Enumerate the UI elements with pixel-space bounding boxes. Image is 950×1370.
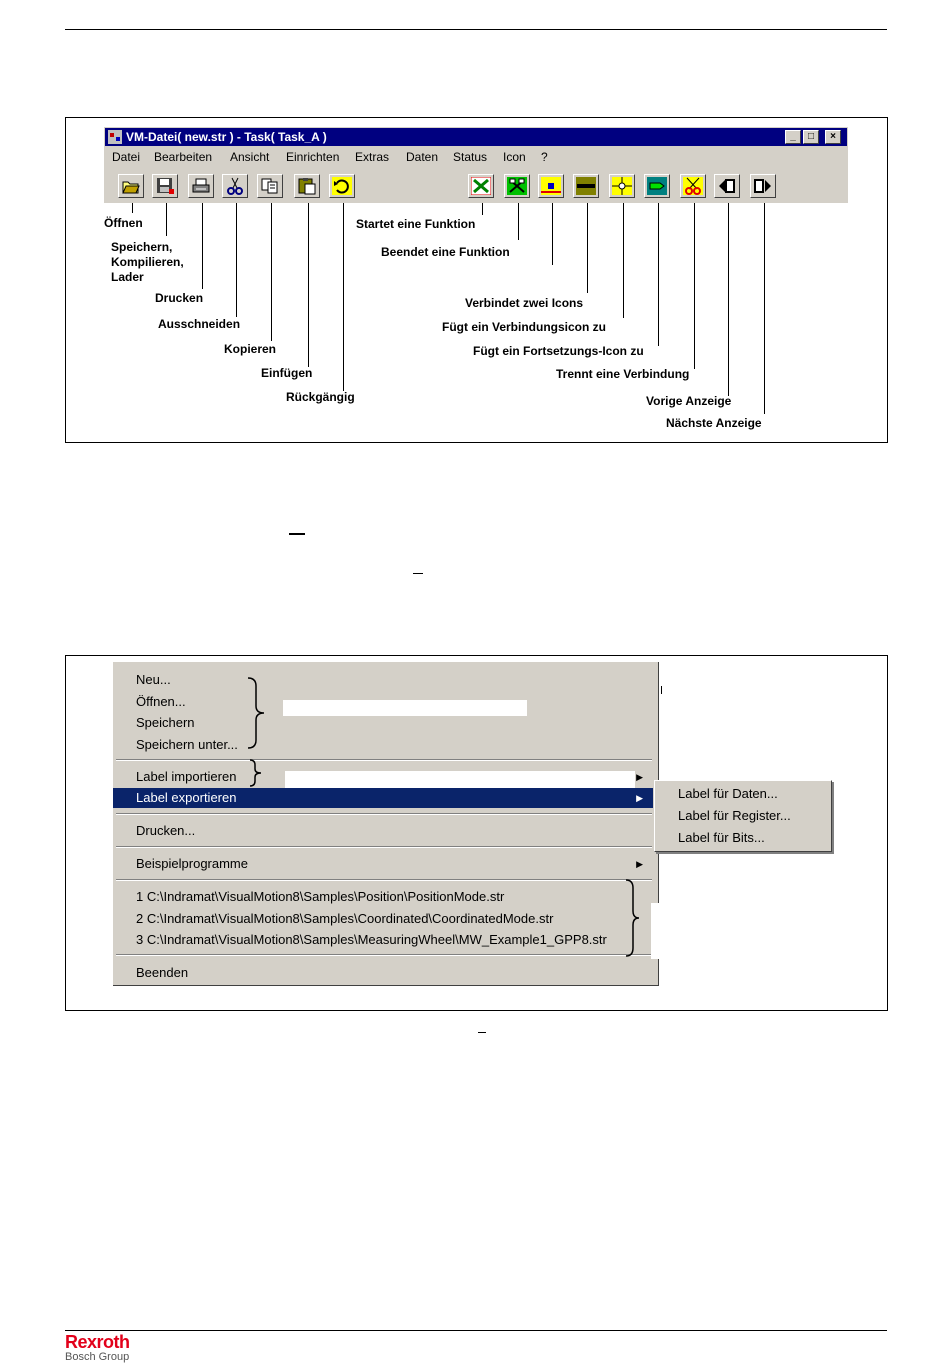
callout-line-save [166, 203, 167, 236]
callout-line-prev [728, 203, 729, 396]
menu-item-label: Beispielprogramme [136, 856, 248, 871]
menu-item-speichern-unter[interactable] [113, 735, 653, 755]
callout-line-start [482, 203, 483, 215]
save-disk-icon[interactable] [152, 174, 178, 198]
menu-help[interactable]: ? [541, 150, 548, 164]
callout-line-conn-icon [623, 203, 624, 318]
label-save-line2: Kompilieren, [111, 255, 184, 269]
callout-line-connect [587, 203, 588, 293]
annotation-box [283, 700, 527, 716]
connection-icon[interactable] [609, 174, 635, 198]
export-submenu [654, 780, 832, 852]
label-connect: Verbindet zwei Icons [465, 296, 584, 310]
brace-recent-group [624, 878, 642, 958]
label-cut: Ausschneiden [158, 317, 241, 331]
label-conn-icon: Fügt ein Verbindungsicon zu [442, 320, 606, 334]
submenu-arrow-icon: ▶ [636, 859, 643, 869]
previous-view-icon[interactable] [714, 174, 740, 198]
label-print: Drucken [155, 291, 204, 305]
menu-bearbeiten[interactable]: Bearbeiten [154, 150, 213, 164]
minimize-button[interactable]: _ [785, 130, 801, 144]
text-dash [478, 1032, 486, 1033]
menu-item-beenden[interactable] [113, 963, 653, 983]
next-view-icon[interactable] [750, 174, 776, 198]
undo-icon[interactable] [329, 174, 355, 198]
menu-item-speichern[interactable] [113, 713, 653, 733]
menu-item-drucken[interactable] [113, 821, 653, 841]
annotation-box [651, 903, 663, 959]
menu-separator [116, 759, 652, 761]
label-save-line1: Speichern, [111, 240, 173, 254]
submenu-item-bits[interactable]: Label für Bits... [678, 830, 765, 845]
callout-line-print [202, 203, 203, 289]
submenu-item-register[interactable]: Label für Register... [678, 808, 791, 823]
start-function-icon[interactable] [468, 174, 494, 198]
menu-item-label: Öffnen... [136, 694, 186, 709]
menu-item-label: Label exportieren [136, 790, 237, 805]
cut-scissors-icon[interactable] [222, 174, 248, 198]
label-disconnect: Trennt eine Verbindung [556, 367, 690, 381]
callout-line-open [132, 203, 133, 213]
callout-line-disconnect [694, 203, 695, 369]
menu-item-label: Drucken... [136, 823, 196, 838]
label-next: Nächste Anzeige [666, 416, 762, 430]
label-copy: Kopieren [224, 342, 277, 356]
label-end: Beendet eine Funktion [381, 245, 510, 259]
menu-item-neu[interactable] [113, 670, 653, 690]
menu-item-label-exportieren[interactable] [113, 788, 653, 808]
function-block-icon[interactable] [538, 174, 564, 198]
menu-item-label: 2 C:\Indramat\VisualMotion8\Samples\Coordinated\CoordinatedMode.str [136, 911, 554, 926]
label-paste: Einfügen [261, 366, 313, 380]
menu-item-label: 1 C:\Indramat\VisualMotion8\Samples\Position\PositionMode.str [136, 889, 505, 904]
end-function-icon[interactable] [504, 174, 530, 198]
copy-icon[interactable] [257, 174, 283, 198]
label-cont-icon: Fügt ein Fortsetzungs-Icon zu [473, 344, 644, 358]
callout-line-paste [308, 203, 309, 367]
callout-line-undo [343, 203, 344, 391]
callout-line-cut [236, 203, 237, 317]
menu-item-beispielprogramme[interactable] [113, 854, 653, 874]
label-open: Öffnen [104, 216, 143, 230]
file-menu-figure [65, 655, 888, 1011]
menu-item-recent-1[interactable] [113, 887, 653, 907]
application-window [104, 127, 848, 203]
callout-line-next [764, 203, 765, 414]
callout-line-cont-icon [658, 203, 659, 346]
header-rule [65, 29, 887, 30]
menu-datei[interactable]: Datei [112, 150, 141, 164]
rexroth-logo: Rexroth [65, 1332, 130, 1352]
menu-separator [116, 879, 652, 881]
label-prev: Vorige Anzeige [646, 394, 732, 408]
menu-item-label: Label importieren [136, 769, 237, 784]
menu-daten[interactable]: Daten [406, 150, 439, 164]
menu-icon[interactable]: Icon [503, 150, 526, 164]
menu-ansicht[interactable]: Ansicht [230, 150, 270, 164]
menu-separator [116, 813, 652, 815]
callout-line-end [518, 203, 519, 240]
menu-item-label: Speichern unter... [136, 737, 238, 752]
connect-icons-icon[interactable] [573, 174, 599, 198]
label-undo: Rückgängig [286, 390, 355, 404]
menu-separator [116, 954, 652, 956]
menu-separator [116, 846, 652, 848]
annotation-box [285, 771, 635, 788]
menu-item-recent-2[interactable] [113, 909, 653, 929]
label-save-line3: Lader [111, 270, 144, 284]
print-icon[interactable] [188, 174, 214, 198]
menu-einrichten[interactable]: Einrichten [286, 150, 340, 164]
menu-item-label: Beenden [136, 965, 189, 980]
continuation-icon[interactable] [644, 174, 670, 198]
menu-bar [104, 148, 848, 166]
menu-item-recent-3[interactable] [113, 930, 653, 950]
disconnect-icon[interactable] [680, 174, 706, 198]
menu-extras[interactable]: Extras [355, 150, 390, 164]
paste-icon[interactable] [294, 174, 320, 198]
text-dash [289, 533, 305, 535]
callout-line-copy [271, 203, 272, 341]
submenu-arrow-icon: ▶ [636, 772, 643, 782]
brace-label-group [248, 758, 264, 788]
label-start: Startet eine Funktion [356, 217, 476, 231]
bosch-group-label: Bosch Group [65, 1351, 130, 1363]
open-folder-icon[interactable] [118, 174, 144, 198]
toolbar-figure [65, 117, 888, 443]
callout-line-block [552, 203, 553, 265]
menu-item-label: 3 C:\Indramat\VisualMotion8\Samples\MeasuringWheel\MW_Example1_GPP8.str [136, 932, 607, 947]
title-bar [105, 128, 847, 146]
close-button[interactable]: × [825, 130, 841, 144]
submenu-item-daten[interactable]: Label für Daten... [678, 786, 778, 801]
text-dash [413, 573, 423, 574]
menu-item-label: Speichern [136, 715, 195, 730]
maximize-button[interactable]: □ [803, 130, 819, 144]
toolbar [104, 170, 848, 200]
footer-rule [65, 1330, 887, 1331]
submenu-arrow-icon: ▶ [636, 793, 643, 803]
app-icon [108, 130, 122, 144]
divider-line [661, 686, 662, 694]
window-title: VM-Datei( new.str ) - Task( Task_A ) [126, 130, 327, 144]
menu-status[interactable]: Status [453, 150, 488, 164]
brace-file-group [246, 676, 268, 750]
menu-item-label: Neu... [136, 672, 171, 687]
